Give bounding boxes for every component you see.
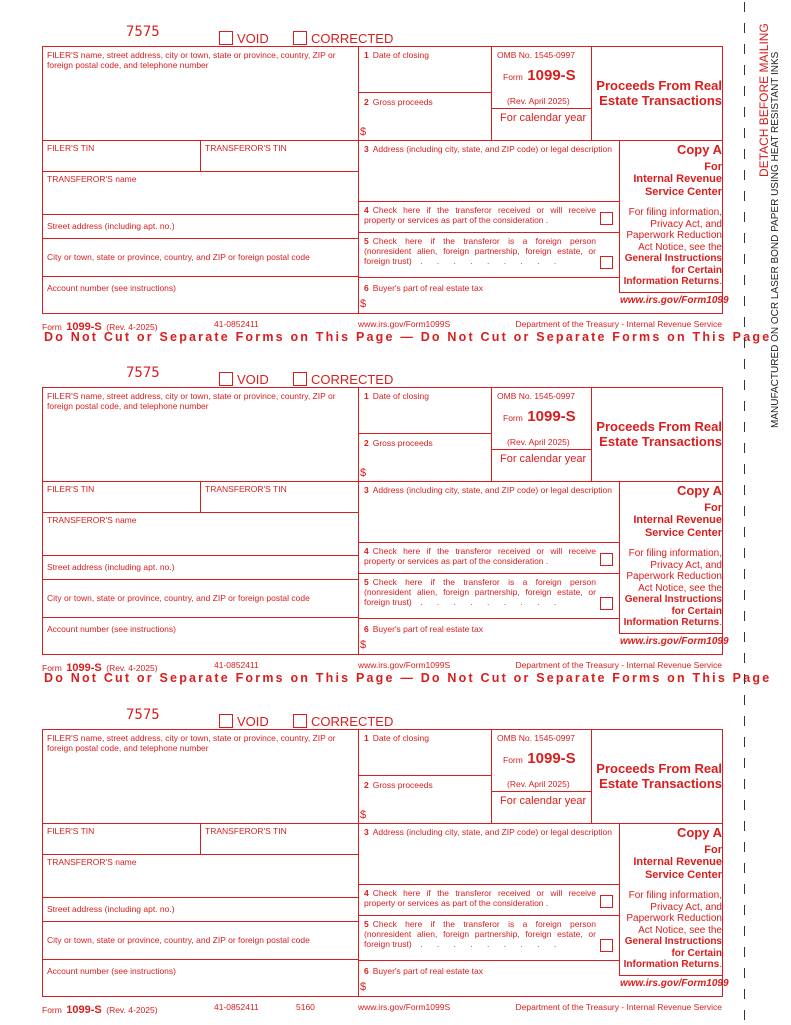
tear-dash [744, 170, 745, 180]
filing-info-text: For filing information, Privacy Act, and Paperwork Reduction Act Notice, see the General Instructions for Certain Information Returns. [623, 207, 722, 287]
irs-center-label: Internal Revenue Service Center [633, 856, 722, 881]
box4-label: 4 Check here if the transferor received or will receive property or services as part of the consideration . [364, 546, 596, 566]
city-field[interactable] [43, 604, 357, 616]
city-label: City or town, state or province, country, and ZIP or foreign postal code [47, 252, 310, 262]
tear-dash [744, 842, 745, 852]
box6-dollar: $ [360, 639, 367, 651]
footer-department: Department of the Treasury - Internal Revenue Service [515, 319, 722, 329]
tear-dash [744, 254, 745, 264]
tear-dash [744, 296, 745, 306]
footer-form: Form 1099-S (Rev. 4-2025) [42, 662, 158, 674]
tear-dash [744, 968, 745, 978]
footer-department: Department of the Treasury - Internal Revenue Service [515, 660, 722, 670]
box1-label: 1 Date of closing [364, 391, 429, 401]
tear-dash [744, 527, 745, 537]
void-label: VOID [237, 372, 269, 387]
tear-dash [744, 359, 745, 369]
tear-dash [744, 149, 745, 159]
gross-proceeds-field[interactable] [368, 108, 490, 139]
for-label: For [704, 161, 722, 173]
box6-dollar: $ [360, 298, 367, 310]
city-label: City or town, state or province, country, and ZIP or foreign postal code [47, 935, 310, 945]
form-code: 7575 [126, 24, 160, 40]
transferor-name-field[interactable] [43, 527, 357, 554]
box2-label: 2 Gross proceeds [364, 97, 433, 107]
tear-dash [744, 506, 745, 516]
tear-dash [744, 947, 745, 957]
form-name-box: Form 1099-S [503, 408, 576, 425]
filer-name-label: FILER'S name, street address, city or town, state or province, country, ZIP or foreign postal code, and telephone number [47, 50, 336, 70]
street-field[interactable] [43, 569, 357, 578]
transferor-tin-field[interactable] [201, 837, 357, 853]
tear-dash [744, 611, 745, 621]
irs-website: www.irs.gov/Form1099 [620, 295, 729, 306]
footer-cat-number: 41-0852411 [214, 1002, 259, 1012]
tear-dash [744, 590, 745, 600]
transferor-tin-label: TRANSFEROR'S TIN [205, 826, 287, 836]
rev-date: (Rev. April 2025) [507, 437, 570, 447]
date-of-closing-field[interactable] [359, 403, 490, 432]
detach-notice: DETACH BEFORE MAILING [757, 23, 771, 177]
filer-tin-field[interactable] [43, 495, 199, 511]
form-1099s-copy [0, 0, 791, 342]
tear-dash [744, 23, 745, 33]
street-label: Street address (including apt. no.) [47, 562, 175, 572]
filer-name-field[interactable] [43, 755, 357, 822]
omb-number: OMB No. 1545-0997 [497, 50, 575, 60]
tear-dash [744, 317, 745, 327]
form-code: 7575 [126, 365, 160, 381]
void-label: VOID [237, 714, 269, 729]
manufactured-notice: MANUFACTURED ON OCR LASER BOND PAPER USING HEAT RESISTANT INKS [770, 51, 781, 428]
calendar-year-label: For calendar year [500, 453, 587, 465]
void-checkbox[interactable] [219, 714, 233, 728]
box4-label: 4 Check here if the transferor received or will receive property or services as part of the consideration . [364, 888, 596, 908]
corrected-checkbox[interactable] [293, 714, 307, 728]
footer-url: www.irs.gov/Form1099S [358, 319, 451, 329]
copy-a-label: Copy A [676, 483, 722, 498]
for-label: For [704, 844, 722, 856]
tear-dash [744, 422, 745, 432]
void-checkbox[interactable] [219, 372, 233, 386]
filer-tin-label: FILER'S TIN [47, 826, 95, 836]
address-legal-description-field[interactable] [359, 839, 618, 883]
corrected-checkbox[interactable] [293, 372, 307, 386]
transferor-name-field[interactable] [43, 186, 357, 213]
tear-dash [744, 128, 745, 138]
buyers-tax-field[interactable] [368, 635, 618, 654]
filer-name-field[interactable] [43, 72, 357, 139]
box2-label: 2 Gross proceeds [364, 780, 433, 790]
box1-label: 1 Date of closing [364, 733, 429, 743]
box5-checkbox[interactable] [600, 939, 613, 952]
calendar-year-label: For calendar year [500, 112, 587, 124]
omb-number: OMB No. 1545-0997 [497, 391, 575, 401]
filer-tin-field[interactable] [43, 837, 199, 853]
box3-label: 3 Address (including city, state, and ZIP code) or legal description [364, 827, 612, 837]
footer-cat-number: 41-0852411 [214, 319, 259, 329]
irs-website: www.irs.gov/Form1099 [620, 636, 729, 647]
filer-name-field[interactable] [43, 413, 357, 480]
tear-dash [744, 401, 745, 411]
footer-cat-number: 41-0852411 [214, 660, 259, 670]
tear-dash [744, 716, 745, 726]
box4-checkbox[interactable] [600, 212, 613, 225]
transferor-tin-label: TRANSFEROR'S TIN [205, 143, 287, 153]
for-label: For [704, 502, 722, 514]
irs-website: www.irs.gov/Form1099 [620, 978, 729, 989]
tear-dash [744, 191, 745, 201]
transferor-tin-label: TRANSFEROR'S TIN [205, 484, 287, 494]
transferor-name-label: TRANSFEROR'S name [47, 515, 137, 525]
filing-info-text: For filing information, Privacy Act, and Paperwork Reduction Act Notice, see the General Instructions for Certain Information Returns. [623, 890, 722, 970]
rev-date: (Rev. April 2025) [507, 779, 570, 789]
box2-dollar: $ [360, 467, 367, 479]
form-1099s-copy [0, 683, 791, 1025]
buyers-tax-field[interactable] [368, 294, 618, 313]
form-title: Proceeds From Real Estate Transactions [596, 78, 722, 108]
street-field[interactable] [43, 228, 357, 237]
filer-name-label: FILER'S name, street address, city or town, state or province, country, ZIP or foreign postal code, and telephone number [47, 391, 336, 411]
account-label: Account number (see instructions) [47, 283, 176, 293]
box5-label: 5 Check here if the transferor is a foreign person (nonresident alien, foreign partnership, foreign estate, or foreign trust) . . . . . . . . . [364, 577, 596, 607]
tear-dash [744, 779, 745, 789]
tear-dash [744, 653, 745, 663]
street-label: Street address (including apt. no.) [47, 904, 175, 914]
box4-label: 4 Check here if the transferor received or will receive property or services as part of the consideration . [364, 205, 596, 225]
copy-a-label: Copy A [676, 825, 722, 840]
corrected-checkbox[interactable] [293, 31, 307, 45]
account-field[interactable] [43, 295, 357, 313]
tear-dash [744, 338, 745, 348]
footer-url: www.irs.gov/Form1099S [358, 1002, 451, 1012]
address-legal-description-field[interactable] [359, 497, 618, 541]
form-title: Proceeds From Real Estate Transactions [596, 419, 722, 449]
transferor-name-label: TRANSFEROR'S name [47, 174, 137, 184]
date-of-closing-field[interactable] [359, 745, 490, 774]
buyers-tax-field[interactable] [368, 977, 618, 996]
form-name-box: Form 1099-S [503, 67, 576, 84]
tear-dash [744, 548, 745, 558]
transferor-tin-field[interactable] [201, 154, 357, 170]
box3-label: 3 Address (including city, state, and ZIP code) or legal description [364, 144, 612, 154]
box6-label: 6 Buyer's part of real estate tax [364, 624, 484, 634]
tear-dash [744, 569, 745, 579]
tear-dash [744, 1010, 745, 1020]
city-label: City or town, state or province, country, and ZIP or foreign postal code [47, 593, 310, 603]
gross-proceeds-field[interactable] [368, 791, 490, 822]
omb-number: OMB No. 1545-0997 [497, 733, 575, 743]
tear-dash [744, 380, 745, 390]
irs-center-label: Internal Revenue Service Center [633, 173, 722, 198]
box5-checkbox[interactable] [600, 597, 613, 610]
box6-label: 6 Buyer's part of real estate tax [364, 283, 484, 293]
tear-dash [744, 2, 745, 12]
box2-label: 2 Gross proceeds [364, 438, 433, 448]
tear-dash [744, 884, 745, 894]
address-legal-description-field[interactable] [359, 156, 618, 200]
transferor-name-label: TRANSFEROR'S name [47, 857, 137, 867]
tear-dash [744, 65, 745, 75]
tear-dash [744, 989, 745, 999]
box2-dollar: $ [360, 809, 367, 821]
filer-tin-field[interactable] [43, 154, 199, 170]
footer-url: www.irs.gov/Form1099S [358, 660, 451, 670]
street-field[interactable] [43, 911, 357, 920]
void-checkbox[interactable] [219, 31, 233, 45]
corrected-label: CORRECTED [311, 31, 394, 46]
account-label: Account number (see instructions) [47, 624, 176, 634]
footer-form: Form 1099-S (Rev. 4-2025) [42, 1004, 158, 1016]
corrected-label: CORRECTED [311, 714, 394, 729]
do-not-cut-notice: Do Not Cut or Separate Forms on This Page — Do Not Cut or Separate Forms on This Page [44, 671, 772, 685]
transferor-name-field[interactable] [43, 869, 357, 896]
box4-checkbox[interactable] [600, 895, 613, 908]
tear-dash [744, 275, 745, 285]
void-label: VOID [237, 31, 269, 46]
filer-tin-label: FILER'S TIN [47, 484, 95, 494]
form-name-box: Form 1099-S [503, 750, 576, 767]
tear-dash [744, 107, 745, 117]
filer-tin-label: FILER'S TIN [47, 143, 95, 153]
form-title: Proceeds From Real Estate Transactions [596, 761, 722, 791]
box6-dollar: $ [360, 981, 367, 993]
box5-label: 5 Check here if the transferor is a foreign person (nonresident alien, foreign partnership, foreign estate, or foreign trust) . . . . . . . . . [364, 919, 596, 949]
calendar-year-field[interactable] [492, 467, 590, 480]
filing-info-text: For filing information, Privacy Act, and Paperwork Reduction Act Notice, see the General Instructions for Certain Information Returns. [623, 548, 722, 628]
calendar-year-field[interactable] [492, 126, 590, 139]
footer-code: 5160 [296, 1002, 315, 1012]
box5-label: 5 Check here if the transferor is a foreign person (nonresident alien, foreign partnership, foreign estate, or foreign trust) . . . . . . . . . [364, 236, 596, 266]
filer-name-label: FILER'S name, street address, city or town, state or province, country, ZIP or foreign postal code, and telephone number [47, 733, 336, 753]
tear-dash [744, 758, 745, 768]
calendar-year-label: For calendar year [500, 795, 587, 807]
calendar-year-field[interactable] [492, 809, 590, 822]
rev-date: (Rev. April 2025) [507, 96, 570, 106]
tear-dash [744, 464, 745, 474]
date-of-closing-field[interactable] [359, 62, 490, 91]
footer-department: Department of the Treasury - Internal Revenue Service [515, 1002, 722, 1012]
tear-dash [744, 737, 745, 747]
tear-dash [744, 674, 745, 684]
city-field[interactable] [43, 263, 357, 275]
tear-dash [744, 233, 745, 243]
tear-dash [744, 632, 745, 642]
tear-dash [744, 485, 745, 495]
form-code: 7575 [126, 707, 160, 723]
corrected-label: CORRECTED [311, 372, 394, 387]
tear-dash [744, 86, 745, 96]
tear-dash [744, 800, 745, 810]
tear-dash [744, 44, 745, 54]
form-1099s-copy [0, 341, 791, 683]
account-field[interactable] [43, 978, 357, 996]
box4-checkbox[interactable] [600, 553, 613, 566]
footer-form: Form 1099-S (Rev. 4-2025) [42, 321, 158, 333]
transferor-tin-field[interactable] [201, 495, 357, 511]
tear-dash [744, 863, 745, 873]
tear-dash [744, 695, 745, 705]
copy-a-label: Copy A [676, 142, 722, 157]
box1-label: 1 Date of closing [364, 50, 429, 60]
box5-checkbox[interactable] [600, 256, 613, 269]
tear-dash [744, 926, 745, 936]
tear-dash [744, 443, 745, 453]
box6-label: 6 Buyer's part of real estate tax [364, 966, 484, 976]
street-label: Street address (including apt. no.) [47, 221, 175, 231]
account-label: Account number (see instructions) [47, 966, 176, 976]
account-field[interactable] [43, 636, 357, 654]
box3-label: 3 Address (including city, state, and ZIP code) or legal description [364, 485, 612, 495]
irs-center-label: Internal Revenue Service Center [633, 514, 722, 539]
city-field[interactable] [43, 946, 357, 958]
gross-proceeds-field[interactable] [368, 449, 490, 480]
box2-dollar: $ [360, 126, 367, 138]
tear-dash [744, 905, 745, 915]
tear-dash [744, 212, 745, 222]
do-not-cut-notice: Do Not Cut or Separate Forms on This Page — Do Not Cut or Separate Forms on This Page [44, 330, 772, 344]
tear-dash [744, 821, 745, 831]
